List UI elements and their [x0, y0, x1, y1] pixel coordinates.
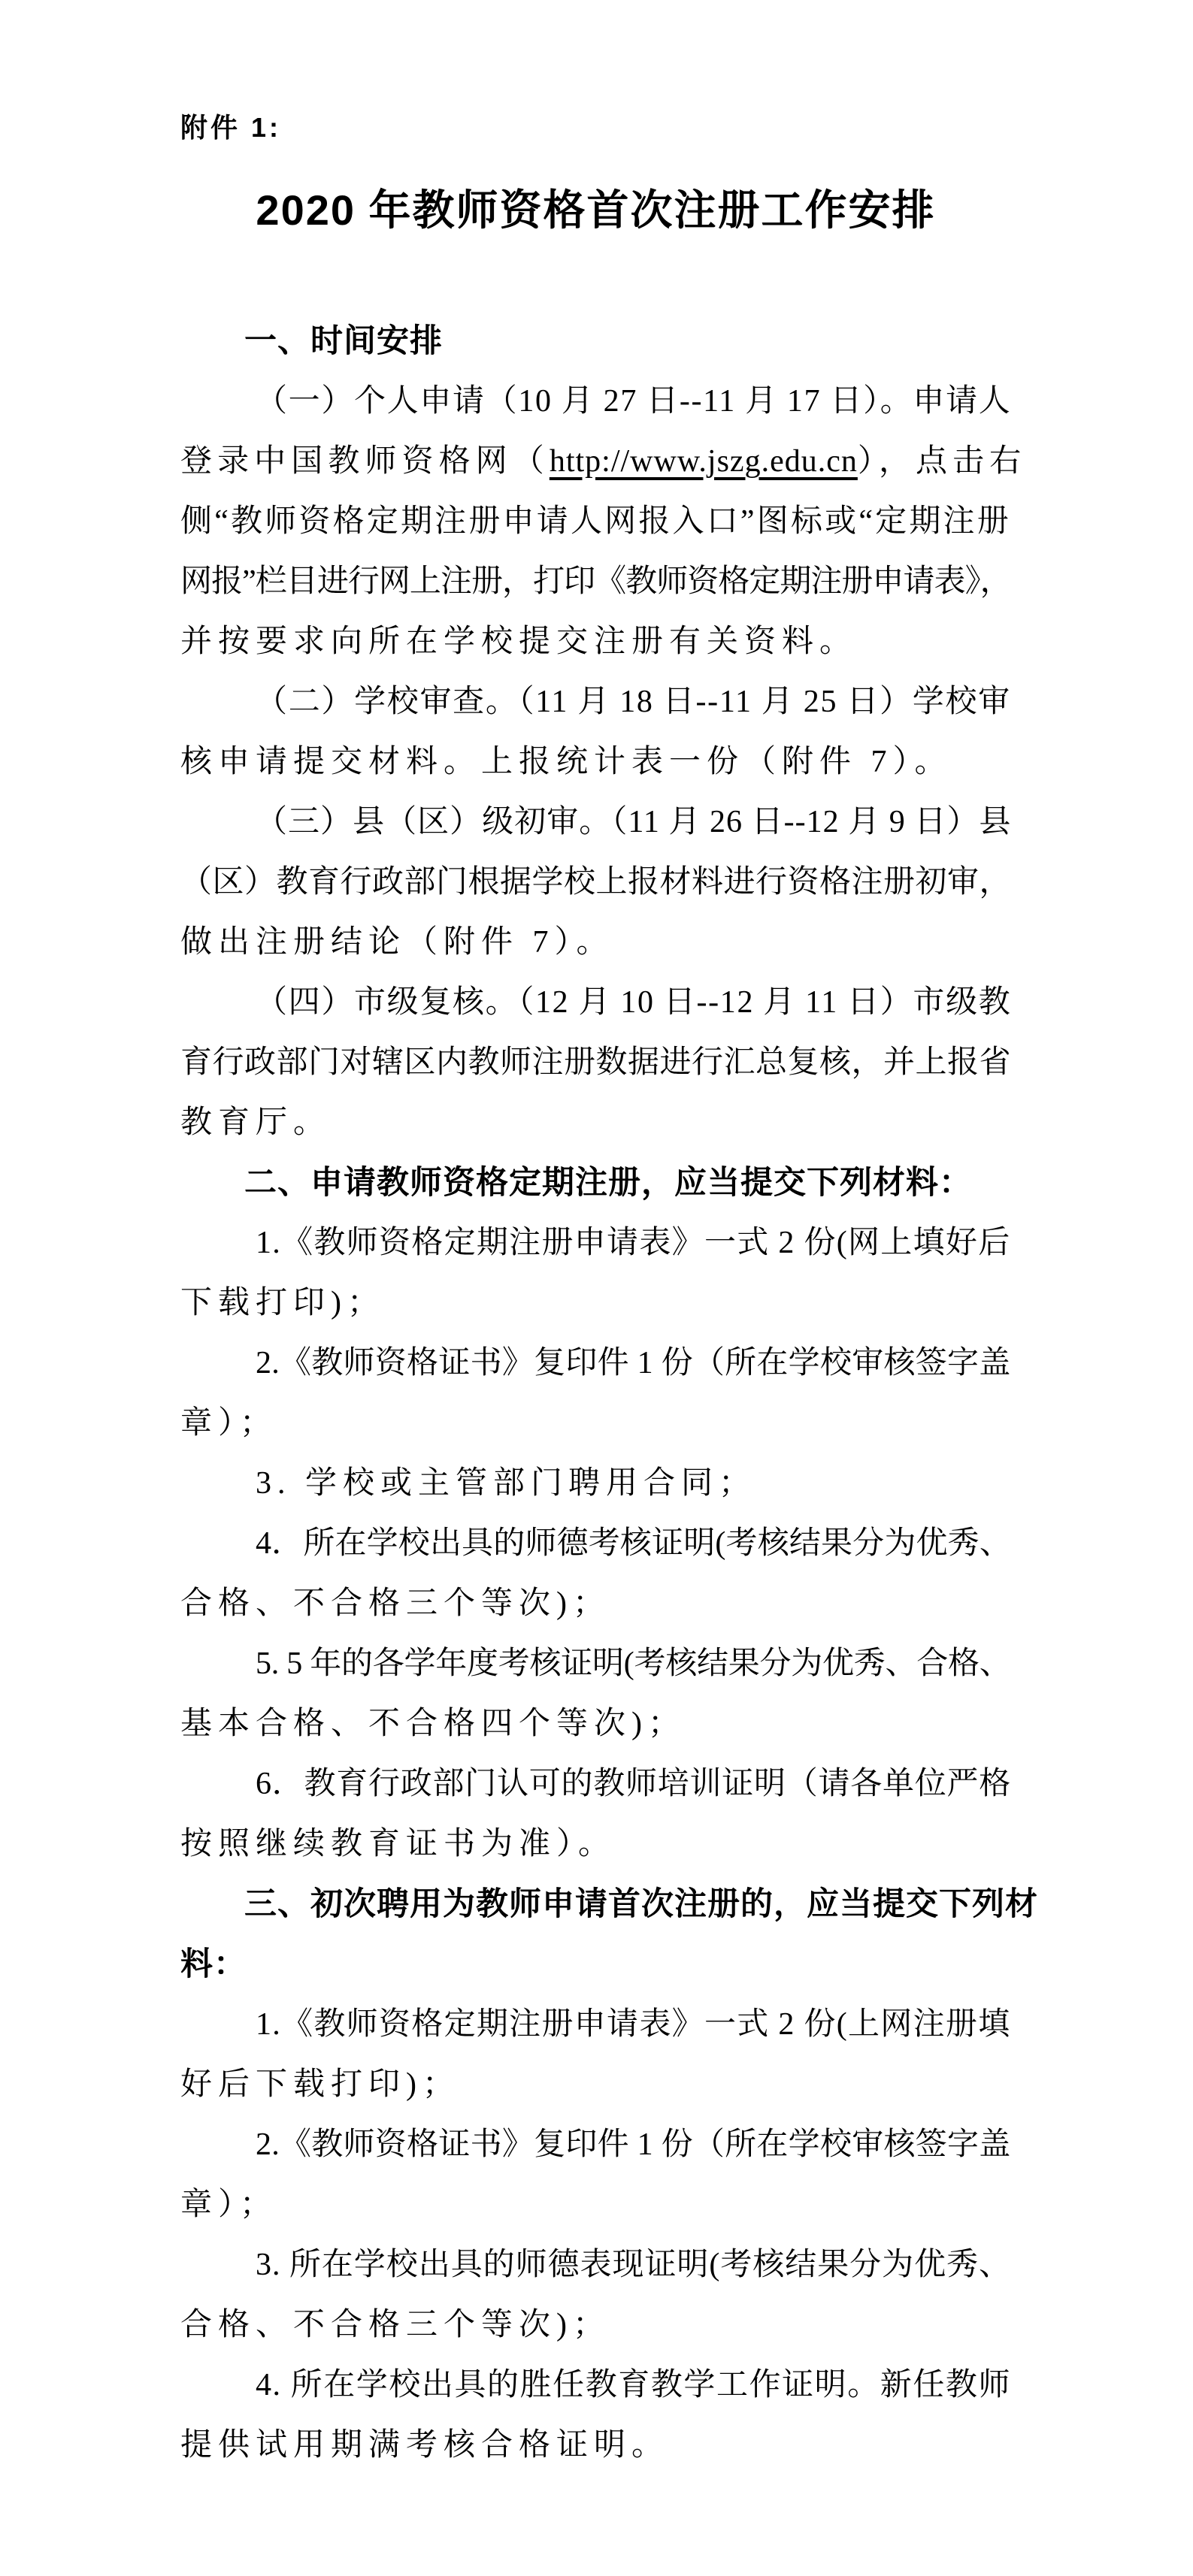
text-segment: （三）县（区）级初审。（11 月 26 日--12 月 9 日）县 — [256, 805, 1012, 839]
text-segment: （四）市级复核。（12 月 10 日--12 月 11 日）市级教 — [256, 985, 1012, 1020]
text-line — [180, 1153, 972, 1213]
block-paragraph — [180, 672, 1011, 792]
text-line — [180, 1874, 1038, 1934]
text-segment: 1.《教师资格定期注册申请表》一式 2 份(网上填好后 — [256, 1226, 1011, 1260]
block-paragraph — [180, 2355, 1011, 2475]
text-line — [180, 371, 1011, 431]
block-heading — [180, 311, 1011, 371]
block-paragraph — [180, 1453, 1011, 1513]
text-segment: （区）教育行政部门根据学校上报材料进行资格注册初审， — [180, 865, 1012, 899]
text-line — [180, 1093, 331, 1153]
text-segment: 教育厅。 — [180, 1105, 332, 1140]
text-line — [180, 491, 1011, 552]
text-line — [180, 1934, 247, 1994]
block-paragraph — [180, 1994, 1011, 2115]
text-segment: 2.《教师资格证书》复印件 1 份（所在学校审核签字盖 — [256, 2127, 1011, 2162]
text-line — [180, 2415, 669, 2475]
text-segment: 网报”栏目进行网上注册，打印《教师资格定期注册申请表》， — [180, 564, 1011, 599]
text-line — [180, 2355, 1011, 2415]
text-segment: 一、时间安排 — [244, 323, 443, 359]
text-segment: 合格、不合格三个等次)； — [180, 1586, 610, 1621]
text-line — [180, 612, 857, 672]
text-segment: 6．教育行政部门认可的教师培训证明（请各单位严格 — [256, 1767, 1012, 1801]
text-line — [180, 1814, 616, 1874]
block-paragraph — [180, 371, 1027, 672]
text-line — [180, 1333, 1011, 1393]
text-line — [180, 1574, 610, 1634]
text-segment: 提供试用期满考核合格证明。 — [180, 2428, 670, 2463]
block-paragraph — [180, 792, 1011, 972]
text-line — [180, 552, 1011, 612]
text-line — [180, 972, 1011, 1033]
text-line — [180, 1694, 686, 1754]
text-line — [180, 1754, 1011, 1814]
text-segment: 料： — [180, 1946, 247, 1982]
text-segment: 三、初次聘用为教师申请首次注册的，应当提交下列材 — [244, 1886, 1038, 1922]
text-segment: 并按要求向所在学校提交注册有关资料。 — [180, 624, 858, 659]
text-segment: 育行政部门对辖区内教师注册数据进行汇总复核，并上报省 — [180, 1045, 1012, 1080]
text-segment: 4．所在学校出具的师德考核证明(考核结果分为优秀、 — [256, 1526, 1011, 1561]
block-heading — [180, 1874, 1038, 1994]
text-line — [180, 852, 1011, 912]
text-segment: 下载打印)； — [180, 1286, 385, 1320]
block-paragraph — [180, 2115, 1011, 2235]
attachment-label: 附件 1: — [180, 112, 282, 143]
text-segment: 侧“教师资格定期注册申请人网报入口”图标或“定期注册 — [180, 504, 1011, 539]
text-segment: 5. 5 年的各学年度考核证明(考核结果分为优秀、合格、 — [256, 1646, 1011, 1681]
text-line — [180, 1634, 1011, 1694]
block-paragraph — [180, 1333, 1011, 1453]
text-line — [180, 1513, 1011, 1574]
block-paragraph — [180, 1213, 1011, 1333]
text-line — [180, 792, 1011, 852]
text-segment: 章）； — [180, 2187, 278, 2222]
text-segment: 1.《教师资格定期注册申请表》一式 2 份(上网注册填 — [256, 2007, 1011, 2042]
text-segment: （二）学校审查。（11 月 18 日--11 月 25 日）学校审 — [256, 685, 1011, 719]
text-segment: （一）个人申请（10 月 27 日--11 月 17 日）。申请人 — [256, 384, 1012, 419]
text-line — [180, 1273, 385, 1333]
text-segment: 合格、不合格三个等次)； — [180, 2308, 610, 2342]
text-segment: 2.《教师资格证书》复印件 1 份（所在学校审核签字盖 — [256, 1346, 1011, 1380]
text-line — [180, 1213, 1011, 1273]
document-content — [180, 311, 1038, 2475]
block-paragraph — [180, 972, 1011, 1153]
block-paragraph — [180, 1513, 1011, 1634]
text-segment: 章）； — [180, 1406, 278, 1441]
text-segment: 好后下载打印)； — [180, 2067, 460, 2102]
text-line — [180, 311, 443, 371]
text-segment: 3. 所在学校出具的师德表现证明(考核结果分为优秀、 — [256, 2248, 1011, 2282]
text-segment: 核申请提交材料。上报统计表一份（附件 7）。 — [180, 745, 952, 779]
text-segment: 基本合格、不合格四个等次)； — [180, 1707, 686, 1741]
text-line — [180, 1994, 1011, 2054]
block-heading — [180, 1153, 1011, 1213]
text-line — [180, 2054, 460, 2115]
block-paragraph — [180, 2235, 1011, 2355]
text-line — [180, 2235, 1011, 2295]
text-segment: 登录中国教师资格网（ — [180, 444, 550, 479]
text-segment: 3. 学校或主管部门聘用合同； — [256, 1466, 757, 1501]
block-paragraph — [180, 1754, 1011, 1874]
text-segment: 做出注册结论（附件 7）。 — [180, 925, 614, 960]
text-line — [180, 431, 1026, 491]
text-segment: 4. 所在学校出具的胜任教育教学工作证明。新任教师 — [256, 2368, 1012, 2402]
text-line — [180, 732, 952, 792]
text-line — [180, 1453, 756, 1513]
text-segment: 二、申请教师资格定期注册，应当提交下列材料： — [244, 1165, 972, 1201]
block-paragraph — [180, 1634, 1011, 1754]
text-line — [180, 1393, 277, 1453]
text-line — [180, 2115, 1011, 2175]
text-segment: 按照继续教育证书为准）。 — [180, 1827, 616, 1861]
text-line — [180, 912, 614, 972]
text-line — [180, 672, 1011, 732]
document-title: 2020 年教师资格首次注册工作安排 — [256, 186, 936, 234]
url-text: http://www.jszg.edu.cn — [549, 444, 858, 479]
text-line — [180, 2295, 610, 2355]
text-segment: ），点击右 — [857, 444, 1027, 479]
text-line — [180, 1033, 1011, 1093]
text-line — [180, 2175, 277, 2235]
document-body — [180, 0, 1038, 2475]
